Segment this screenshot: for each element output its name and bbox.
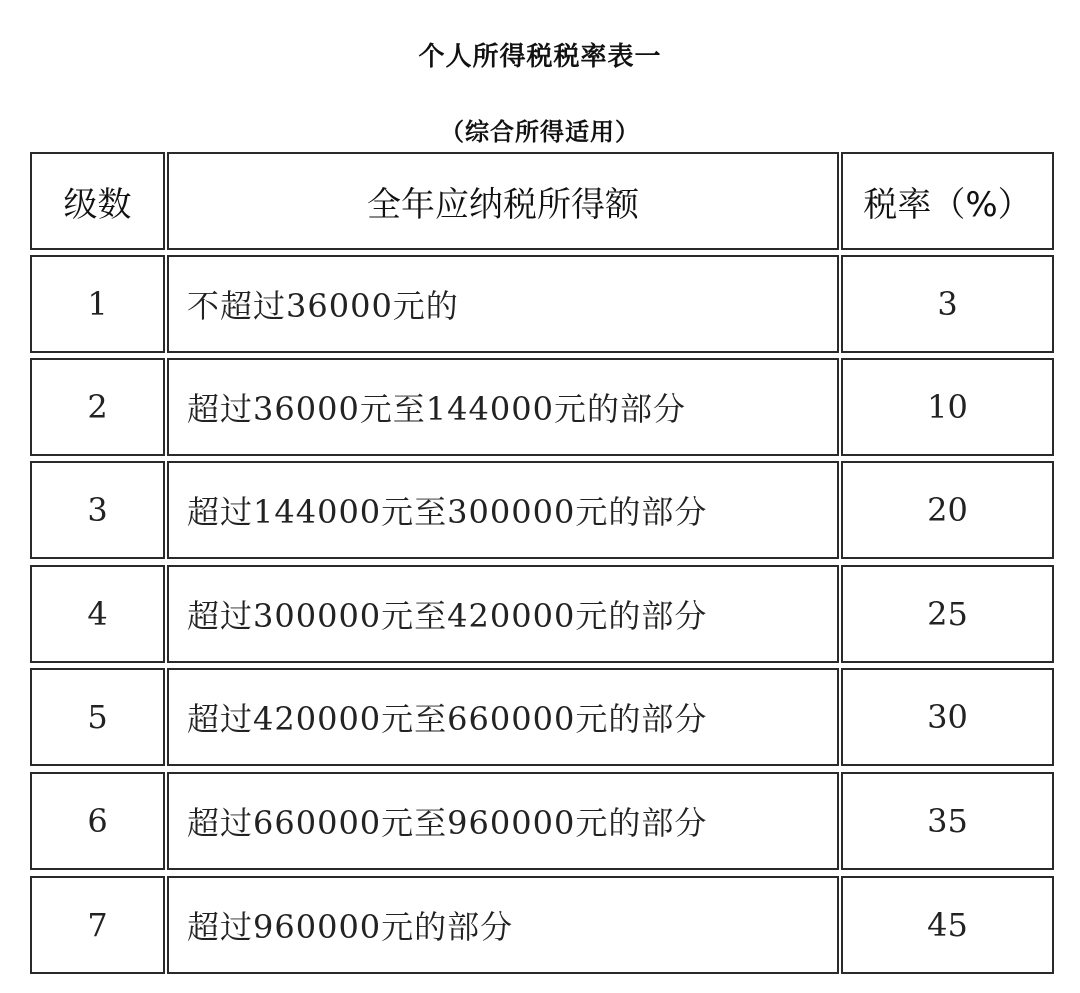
row-rate: 35 bbox=[841, 772, 1054, 870]
table-subtitle: （综合所得适用） bbox=[440, 118, 640, 146]
row-level: 5 bbox=[30, 668, 165, 766]
row-level: 2 bbox=[30, 358, 165, 456]
row-income: 超过660000元至960000元的部分 bbox=[167, 772, 839, 870]
row-level: 4 bbox=[30, 565, 165, 663]
row-rate: 30 bbox=[841, 668, 1054, 766]
row-rate: 3 bbox=[841, 255, 1054, 353]
row-level: 1 bbox=[30, 255, 165, 353]
header-income: 全年应纳税所得额 bbox=[167, 152, 839, 250]
row-rate: 45 bbox=[841, 876, 1054, 974]
header-rate: 税率（%） bbox=[841, 152, 1054, 250]
row-income: 超过36000元至144000元的部分 bbox=[167, 358, 839, 456]
row-rate: 10 bbox=[841, 358, 1054, 456]
header-level: 级数 bbox=[30, 152, 165, 250]
row-income: 超过960000元的部分 bbox=[167, 876, 839, 974]
row-level: 7 bbox=[30, 876, 165, 974]
row-income: 超过300000元至420000元的部分 bbox=[167, 565, 839, 663]
row-income: 不超过36000元的 bbox=[167, 255, 839, 353]
row-rate: 25 bbox=[841, 565, 1054, 663]
row-income: 超过144000元至300000元的部分 bbox=[167, 461, 839, 559]
row-level: 6 bbox=[30, 772, 165, 870]
table-title: 个人所得税税率表一 bbox=[418, 42, 662, 72]
row-level: 3 bbox=[30, 461, 165, 559]
row-income: 超过420000元至660000元的部分 bbox=[167, 668, 839, 766]
row-rate: 20 bbox=[841, 461, 1054, 559]
